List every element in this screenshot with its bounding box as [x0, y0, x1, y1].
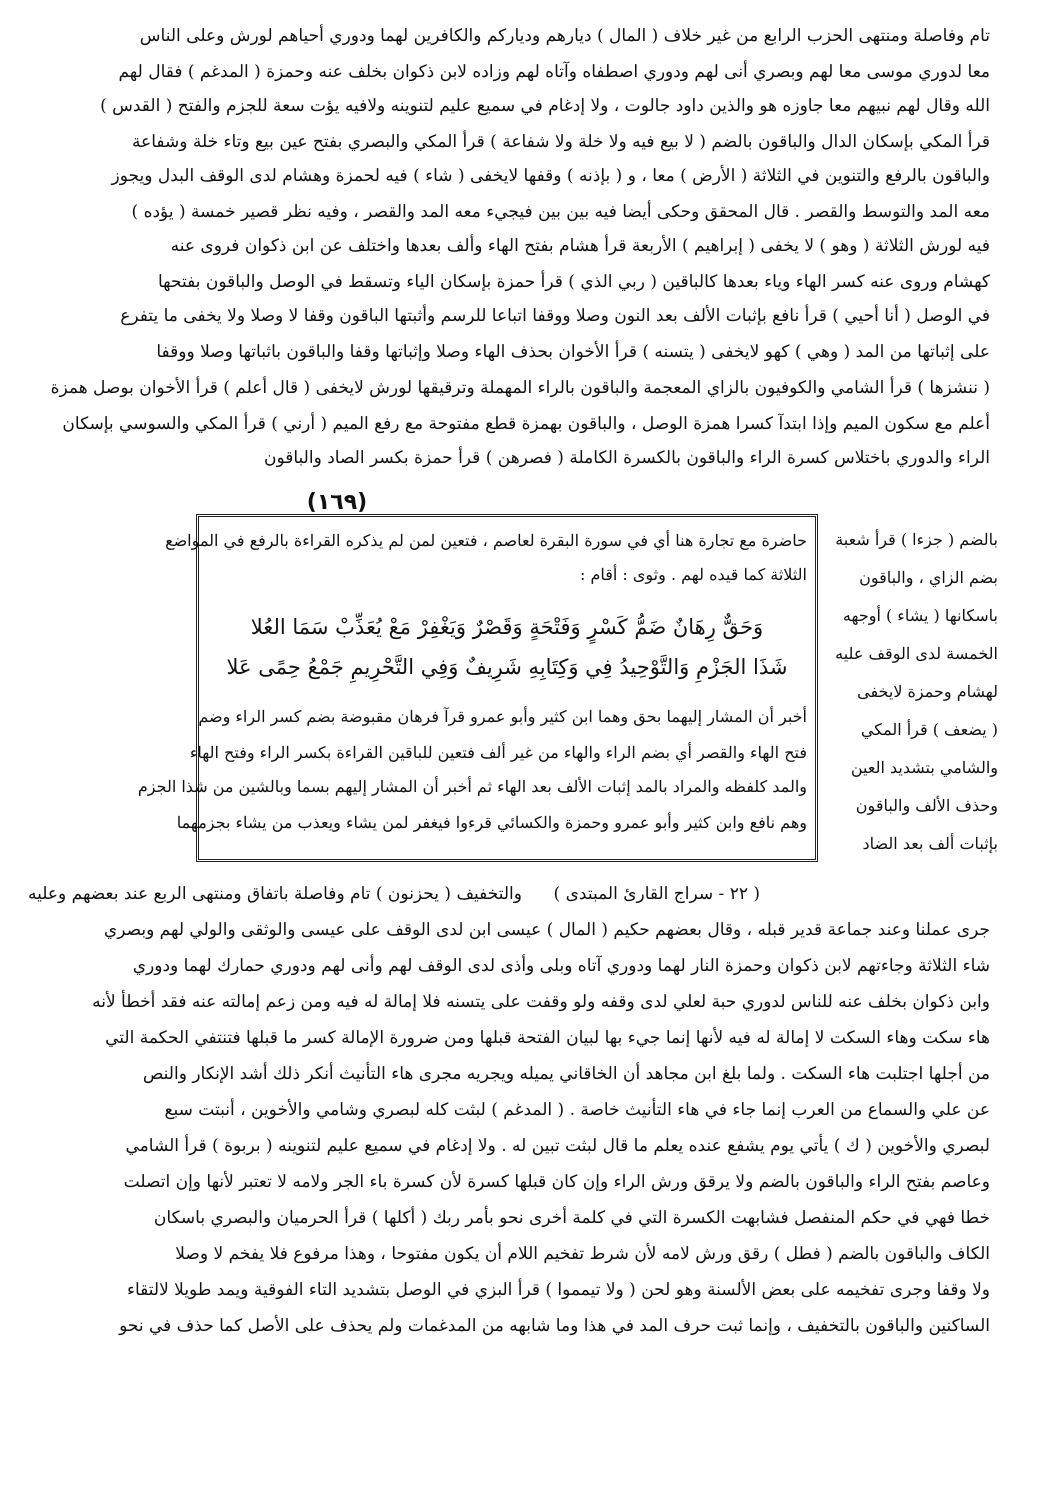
text-line: خطا فهي في حكم المنفصل فشابهت الكسرة التي في كلمة أخرى نحو بأمر ربك ( أكلها ) قرأ الحرميان والبصري باسكان: [153, 1208, 990, 1228]
commentary-box: [137, 514, 818, 862]
box-explain-line: فتح الهاء والقصر أي بضم الراء والهاء من غير ألف فتعين للباقين القراءة بكسر الراء وفتح الهاء: [189, 743, 807, 762]
box-explain-line: أخبر أن المشار إليهما بحق وهما ابن كثير وأبو عمرو قرآ فرهان مقبوضة بضم كسر الراء وضم: [198, 707, 807, 726]
text-line: الخمسة لدى الوقف عليه: [835, 644, 998, 663]
text-line: ولا وقفا وجرى تفخيمه على بعض الألسنة وهو لحن ( ولا تيمموا ) قرأ البزي في الوصل بتشديد التاء الفوقية ويمد طويلا لالتقاء: [127, 1280, 990, 1300]
text-line: على إثباتها من المد ( وهي ) كهو لايخفى ( يتسنه ) قرأ الأخوان بحذف الهاء وصلا وإثباتها وقفا والباقون باثباتها وصلا ووقفا: [156, 342, 990, 362]
text-line: هاء سكت وهاء السكت لا إمالة له فيه لأنها إنما جيء بها لبيان الفتحة قبلها ومن ضرورة الإمالة كسر ما قبلها فتنتفي الحكمة التي: [105, 1028, 990, 1048]
text-line: الكاف والباقون بالضم ( فطل ) رقق ورش لامه لأن شرط تفخيم اللام أن يكون مفتوحا ، وهذا مرفوع فلا يفخم لا وصلا: [175, 1244, 990, 1264]
footer-title: ( ٢٢ - سراج القارئ المبتدى ): [553, 884, 760, 904]
text-line: وعاصم بفتح الراء والباقون بالضم ولا يرقق ورش الراء وإن كان قبلها كسرة لأن كسرة باء الجر ولامه لا تعتبر لأنها وإن اتصلت: [123, 1172, 990, 1192]
text-line: لهشام وحمزة لايخفى: [857, 682, 998, 701]
text-line: أعلم مع سكون الميم وإذا ابتدآ كسرا همزة الوصل ، والباقون بهمزة قطع مفتوحة مع رفع الميم ( أرني ) قرأ المكي والسوسي بإسكان: [62, 414, 990, 434]
text-line: ( يضعف ) قرأ المكي: [860, 720, 998, 739]
box-intro-line: حاضرة مع تجارة هنا أي في سورة البقرة لعاصم ، فتعين لمن لم يذكره القراءة بالرفع في المواضع: [165, 531, 807, 550]
text-line: في الوصل ( أنا أحيي ) قرأ نافع بإثبات الألف بعد النون وصلا ووقفا اتباعا للرسم وأثبتها الباقون وقفا لا وصلا ولا يخفى ما يتفرع: [120, 306, 990, 326]
text-line: الساكنين والباقون بالتخفيف ، وإنما ثبت حرف المد في هذا وما شابهه من المدغمات ولم يحذف على الأصل كما حذف في نحو: [119, 1316, 990, 1336]
text-line: بإثبات ألف بعد الضاد: [862, 834, 998, 853]
text-line: باسكانها ( يشاء ) أوجهه: [842, 606, 998, 625]
text-line: بالضم ( جزءا ) قرأ شعبة: [835, 530, 998, 549]
text-line: كهشام وروى عنه كسر الهاء وياء بعدها كالباقين ( ربي الذي ) قرأ حمزة بإسكان الياء وتسقط في الوصل والباقون بفتحها: [158, 272, 990, 292]
text-line: وابن ذكوان بخلف عنه للناس لدوري حبة لعلي لدى وقفه ولو وقفت على يتسنه فلا إمالة له فيه ومن زعم إمالته عنه فقد أخطأ لأنه: [92, 992, 990, 1012]
text-line: الراء والدوري باختلاس كسرة الراء والباقون بالكسرة الكاملة ( فصرهن ) قرأ حمزة بكسر الصاد والباقون: [263, 448, 990, 468]
text-line: والتخفيف ( يحزنون ) تام وفاصلة باتفاق ومنتهى الربع عند بعضهم وعليه: [28, 884, 522, 904]
text-line: شاء الثلاثة وجاءتهم لابن ذكوان وحمزة النار لهما ودوري آتاه وبلى وأذى لدى الوقف لهم وأنى لهم ودوري حمارك لهما ودوري: [132, 956, 990, 976]
text-line: قرأ المكي بإسكان الدال والباقون بالضم ( لا بيع فيه ولا خلة ولا شفاعة ) قرأ المكي والبصري بفتح عين بيع وتاء خلة وشفاعة: [131, 132, 990, 152]
text-line: بضم الزاي ، والباقون: [859, 568, 998, 587]
text-line: ( ننشزها ) قرأ الشامي والكوفيون بالزاي المعجمة والباقون بالراء المهملة وترقيقها لورش لايخفى ( قال أعلم ) قرأ الأخوان بوصل همزة: [50, 378, 990, 398]
text-line: والباقون بالرفع والتنوين في الثلاثة ( الأرض ) معا ، و ( بإذنه ) وقفها لايخفى ( شاء ) فيه لحمزة وهشام لدى الوقف البدل ويجوز: [111, 166, 990, 186]
text-line: وحذف الألف والباقون: [855, 796, 998, 815]
text-line: عن علي والسماع من العرب إنما جاء في هاء التأنيث خاصة . ( المدغم ) لبثت كله لبصري وشامي والأخوين ، أنبتت سبع: [164, 1100, 990, 1120]
page-number: (١٦٩): [306, 490, 368, 515]
text-line: تام وفاصلة ومنتهى الحزب الرابع من غير خلاف ( المال ) ديارهم ودياركم والكافرين لهما ودوري أحياهم لورش وعلى الناس: [139, 26, 990, 46]
text-line: فيه لورش الثلاثة ( وهو ) لا يخفى ( إبراهيم ) الأربعة قرأ هشام بفتح الهاء وألف بعدها واختلف عن ابن ذكوان فروى عنه: [170, 236, 990, 256]
box-explain-line: وهم نافع وابن كثير وأبو عمرو وحمزة والكسائي قرءوا فيغفر لمن يشاء ويعذب من يشاء بجزمهما: [176, 813, 807, 832]
text-line: الله وقال لهم نبيهم معا جاوزه هو والذين داود جالوت ، ولا إدغام في سميع عليم لتنوينه ولافيه يؤت سعة للجزم والفتح ( القدس ): [100, 96, 990, 116]
box-intro-line: الثلاثة كما قيده لهم . وثوى : أقام :: [579, 565, 807, 584]
text-line: من أجلها اجتلبت هاء السكت . ولما بلغ ابن مجاهد أن الخاقاني يميله ويجريه مجرى هاء التأنيث أنكر ذلك أشد الإنكار والنص: [142, 1064, 990, 1084]
text-line: معه المد والتوسط والقصر . قال المحقق وحكى أيضا فيه بين بين فيجيء معه المد والقصر ، وفيه نظر قصير خمسة ( يؤده ): [131, 202, 990, 222]
poem-verse: شَذَا الجَزْمِ وَالتَّوْحِيدُ فِي وَكِتَابِهِ شَرِيفٌ وَفِي التَّحْرِيمِ جَمْعُ حِمًى عَلا: [226, 655, 788, 679]
text-line: جرى عملنا وعند جماعة قدير قبله ، وقال بعضهم حكيم ( المال ) عيسى ابن لدى الوقف على عيسى والوثقى والولي لهم وبصري: [103, 920, 990, 940]
text-line: لبصري والأخوين ( ك ) يأتي يوم يشفع عنده يعلم ما قال لبثت تبين له . ولا إدغام في سميع عليم لتنوينه ( بربوة ) قرأ الشامي: [125, 1136, 990, 1156]
box-explain-line: والمد كلفظه والمراد بالمد إثبات الألف بعد الهاء ثم أخبر أن المشار إليهم بسما وبالشين من شذا الجزم: [137, 777, 807, 796]
text-line: والشامي بتشديد العين: [850, 758, 998, 777]
poem-verse: وَحَقٌّ رِهَانٌ ضَمُّ كَسْرٍ وَفَتْحَةٍ وَقَصْرٌ وَيَغْفِرْ مَعْ يُعَذِّبْ سَمَا العُلا: [250, 615, 764, 639]
text-line: معا لدوري موسى معا لهم وبصري أنى لهم ودوري اصطفاه وآتاه لهم وزاده لابن ذكوان بخلف عنه وحمزة ( المدغم ) فقال لهم: [118, 62, 990, 82]
